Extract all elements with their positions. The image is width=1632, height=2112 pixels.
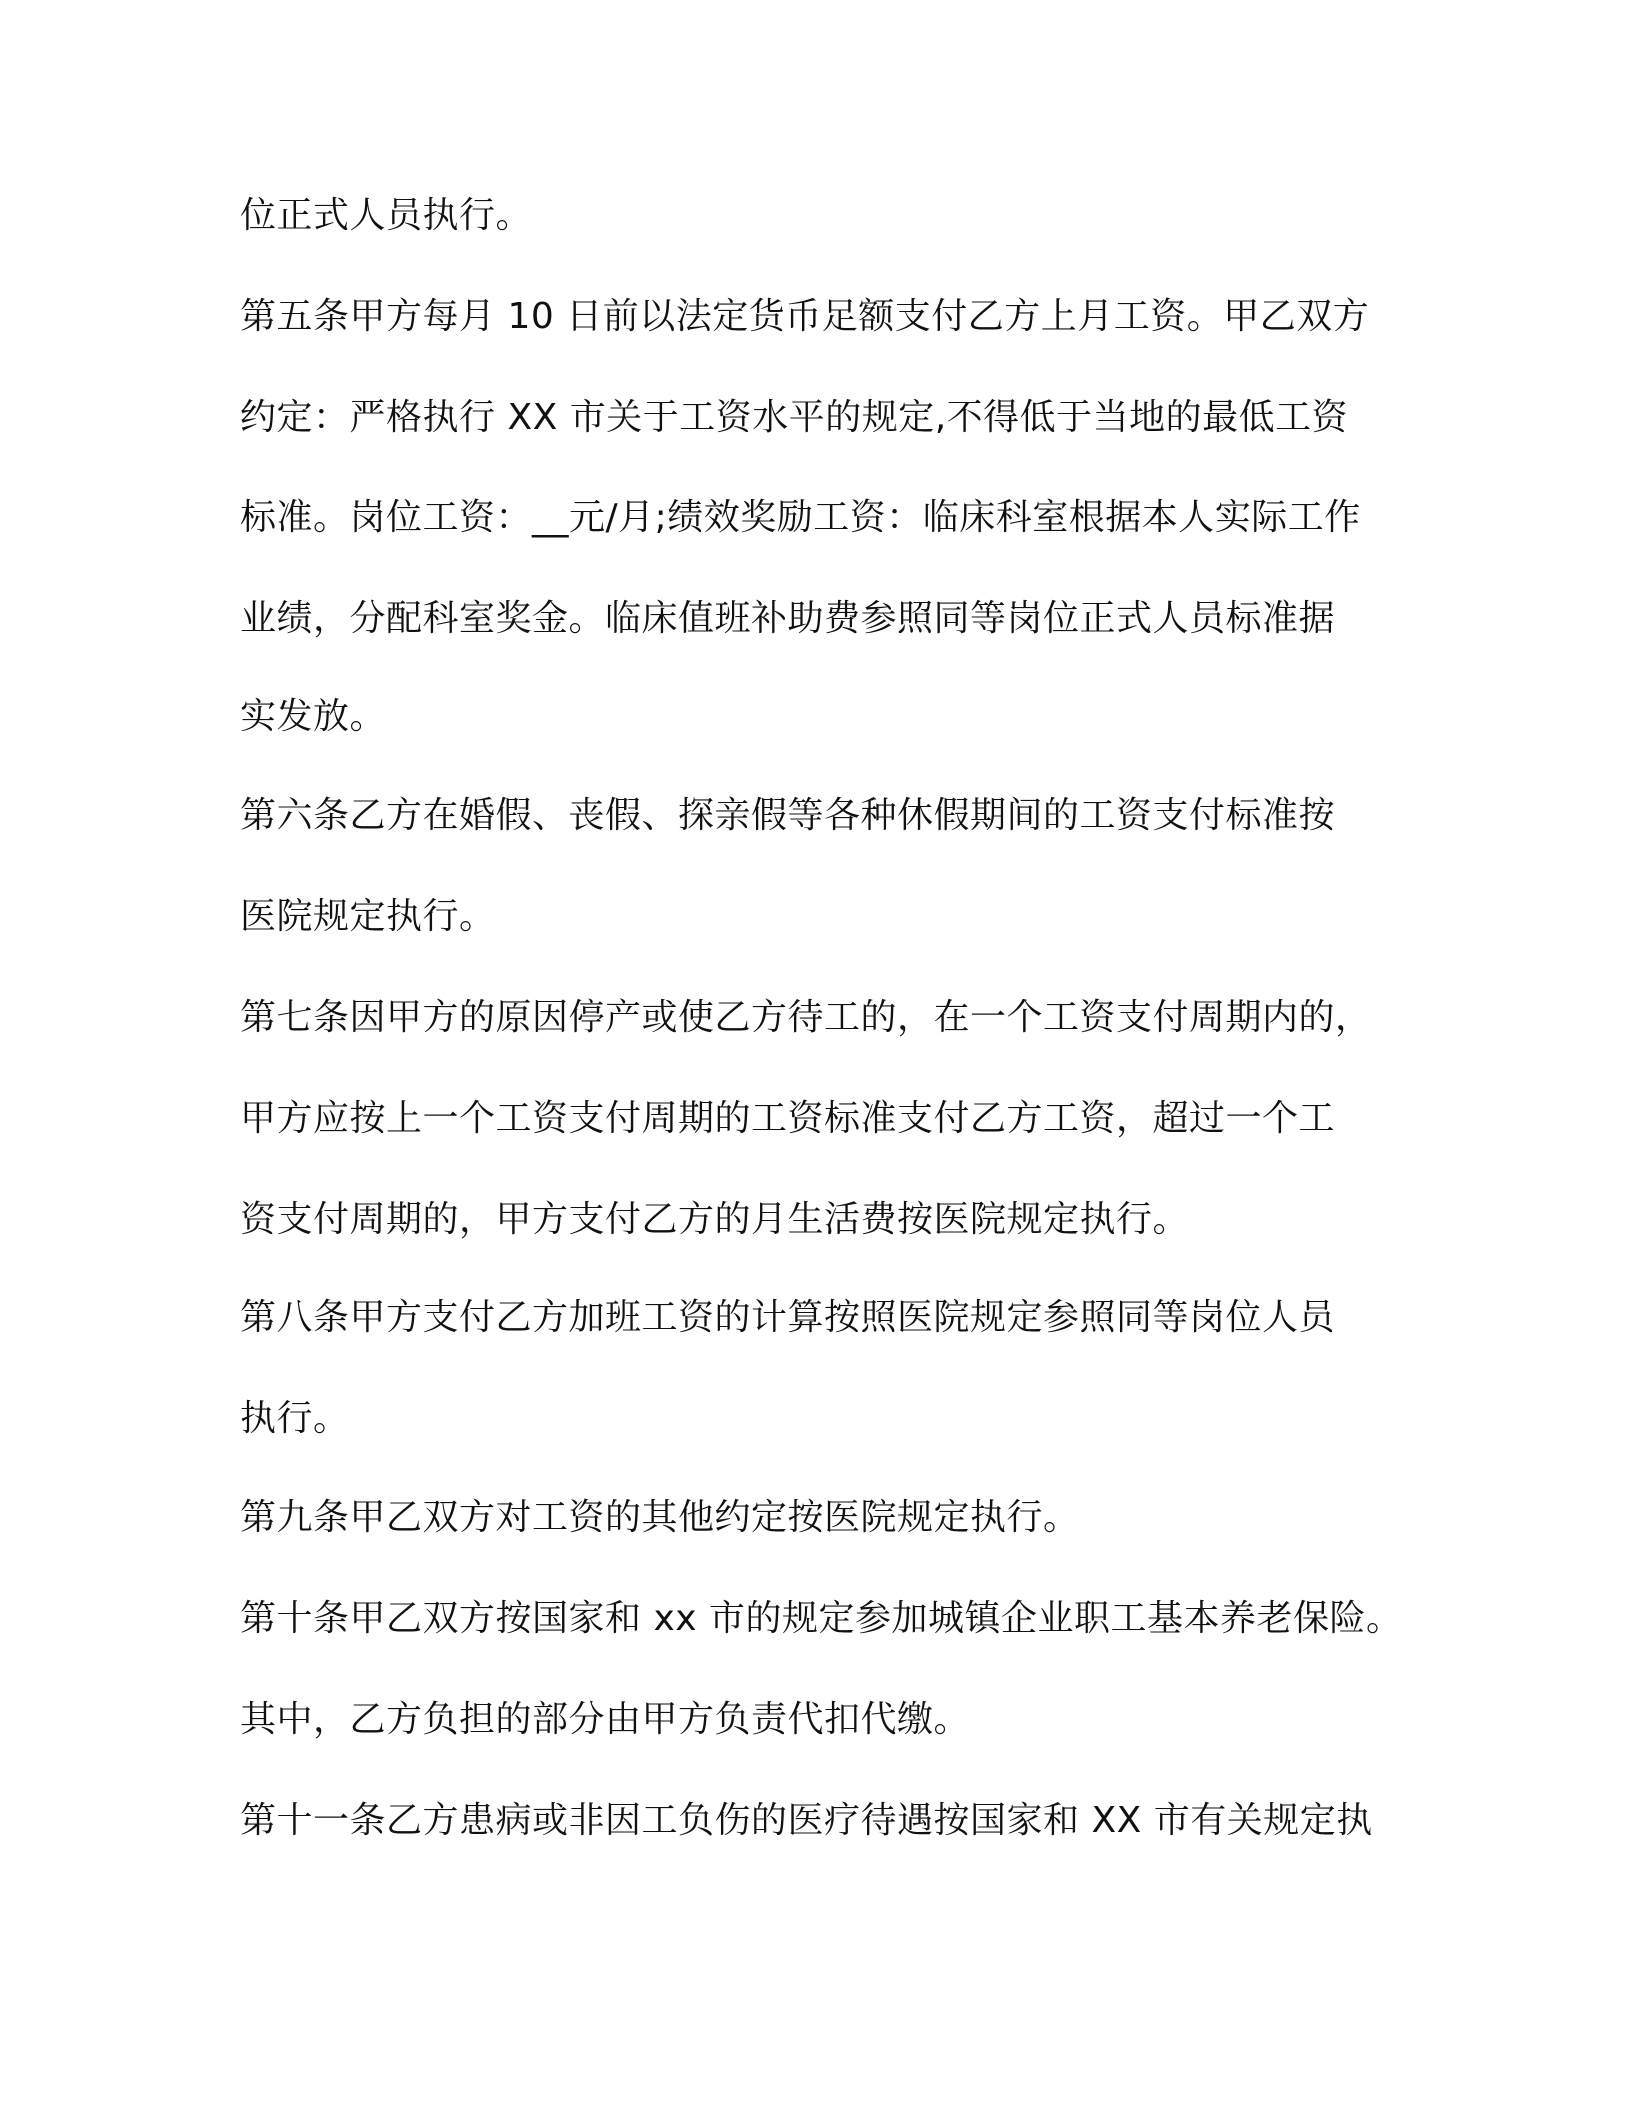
text-line: 第七条因甲方的原因停产或使乙方待工的，在一个工资支付周期内的， (240, 997, 1372, 1038)
text-line: 第十一条乙方患病或非因工负伤的医疗待遇按国家和 XX 市有关规定执 (240, 1800, 1373, 1841)
text-line: 医院规定执行。 (240, 896, 496, 937)
text-line: 标准。岗位工资：__元/月;绩效奖励工资：临床科室根据本人实际工作 (240, 497, 1361, 538)
text-line: 甲方应按上一个工资支付周期的工资标准支付乙方工资，超过一个工 (240, 1098, 1336, 1139)
text-line: 约定：严格执行 XX 市关于工资水平的规定,不得低于当地的最低工资 (240, 397, 1349, 438)
text-line: 第六条乙方在婚假、丧假、探亲假等各种休假期间的工资支付标准按 (240, 795, 1336, 836)
text-line: 第八条甲方支付乙方加班工资的计算按照医院规定参照同等岗位人员 (240, 1297, 1336, 1338)
text-line: 第九条甲乙双方对工资的其他约定按医院规定执行。 (240, 1497, 1080, 1538)
text-line: 其中，乙方负担的部分由甲方负责代扣代缴。 (240, 1699, 971, 1740)
text-line: 第十条甲乙双方按国家和 xx 市的规定参加城镇企业职工基本养老保险。 (240, 1598, 1403, 1639)
text-line: 位正式人员执行。 (240, 195, 533, 236)
text-line: 第五条甲方每月 10 日前以法定货币足额支付乙方上月工资。甲乙双方 (240, 296, 1370, 337)
text-line: 执行。 (240, 1398, 350, 1439)
text-line: 资支付周期的，甲方支付乙方的月生活费按医院规定执行。 (240, 1199, 1190, 1240)
text-line: 业绩，分配科室奖金。临床值班补助费参照同等岗位正式人员标准据 (240, 598, 1336, 639)
text-line: 实发放。 (240, 696, 387, 737)
